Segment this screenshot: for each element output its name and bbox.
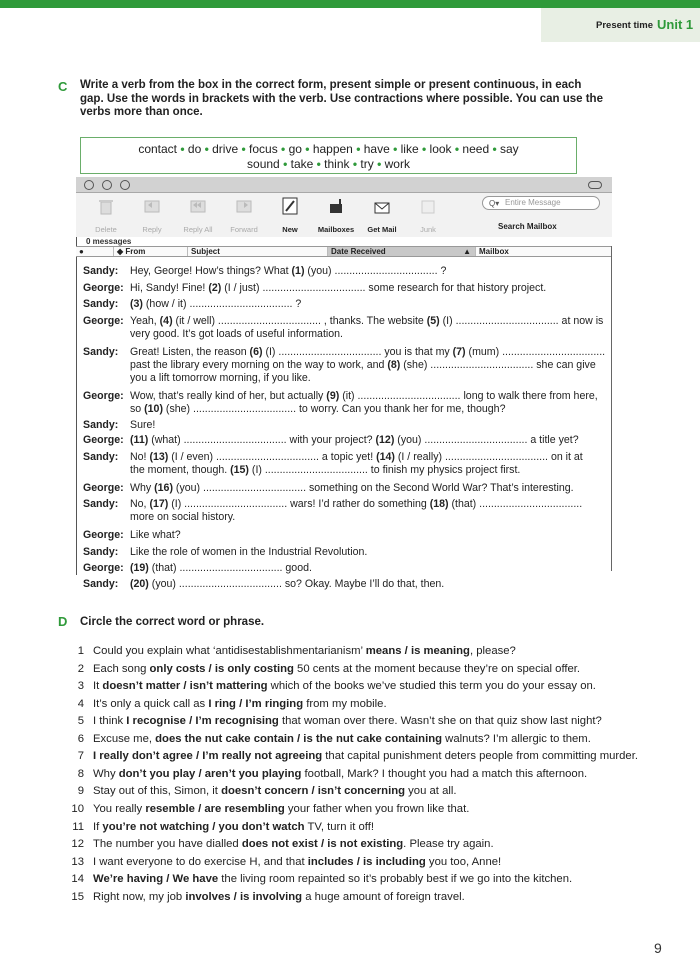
- item-number: 9: [77, 785, 84, 798]
- bullet-separator: •: [418, 142, 430, 156]
- exercise-c-instruction: [80, 79, 640, 120]
- answer-choice[interactable]: doesn’t matter / isn’t mattering: [102, 680, 268, 693]
- answer-choice[interactable]: you’re not watching / you don’t watch: [102, 820, 305, 833]
- word-box-verb: do: [187, 142, 202, 156]
- word-box-verb: go: [288, 142, 302, 156]
- answer-choice[interactable]: I ring / I’m ringing: [208, 697, 304, 710]
- delete-button[interactable]: [84, 196, 128, 236]
- item-text: I think I recognise / I’m recognising that woman over there. Wasn’t she on that quiz show last night?: [93, 715, 602, 728]
- speaker-name: Sandy:: [83, 498, 119, 510]
- trash-icon: [96, 196, 116, 216]
- window-border: [611, 246, 612, 571]
- word-box-verb: contact: [138, 142, 178, 156]
- toolbar-label: Mailboxes: [317, 225, 355, 234]
- answer-choice[interactable]: only costs / is only costing: [149, 662, 294, 675]
- dialogue-text-line: past the library every morning on the way to work, and (8) (she) ................................... she can give: [130, 358, 596, 371]
- exercise-d-letter: D: [58, 614, 68, 629]
- bullet-separator: •: [177, 142, 188, 156]
- verb-word-box: [80, 137, 577, 174]
- item-text: Each song only costs / is only costing 50 cents at the moment because they’re on special offer.: [93, 662, 581, 675]
- dialogue-text-line: (11) (what) ................................... with your project? (12) (you) ................................... a title yet?: [130, 434, 579, 446]
- item-number: 6: [77, 732, 84, 745]
- answer-choice[interactable]: does not exist / is not existing: [241, 838, 404, 851]
- forward-button[interactable]: [222, 196, 266, 236]
- word-box-verb: think: [324, 157, 350, 171]
- item-number: 13: [71, 855, 84, 868]
- dialogue-text-line: Why (16) (you) ................................... something on the Second World War? That’s interesting.: [130, 482, 574, 494]
- exercise-c-letter: C: [58, 79, 68, 94]
- bullet-separator: •: [301, 142, 313, 156]
- search-icon: Q▾: [489, 199, 500, 208]
- item-text: You really resemble / are resembling your father when you frown like that.: [93, 802, 470, 815]
- close-window-button[interactable]: [84, 180, 94, 190]
- item-number: 10: [71, 802, 84, 815]
- dialogue-text-line: No! (13) (I / even) ................................... a topic yet! (14) (I / really) ................................... on it at: [130, 451, 583, 463]
- answer-choice[interactable]: I really don’t agree / I’m really not agreeing: [93, 750, 323, 763]
- answer-choice[interactable]: means / is meaning: [365, 645, 470, 657]
- bullet-separator: •: [277, 142, 289, 156]
- zoom-window-button[interactable]: [120, 180, 130, 190]
- bullet-separator: •: [373, 157, 385, 171]
- speaker-name: Sandy:: [83, 419, 119, 431]
- speaker-name: Sandy:: [83, 545, 119, 558]
- message-count: 0 messages: [86, 237, 132, 246]
- bullet-separator: •: [489, 142, 500, 156]
- speaker-name: Sandy:: [83, 451, 119, 463]
- instruction-line: Write a verb from the box in the correct form, present simple or present continuous, in each: [80, 79, 582, 91]
- bullet-separator: •: [279, 157, 291, 171]
- speaker-name: George:: [83, 529, 124, 541]
- bullet-separator: •: [349, 157, 361, 171]
- window-titlebar: [76, 177, 612, 193]
- unread-column-header[interactable]: ●: [76, 247, 114, 256]
- reply-all-icon: [188, 196, 208, 216]
- speaker-name: George:: [83, 315, 124, 327]
- answer-choice[interactable]: don’t you play / aren’t you playing: [118, 767, 302, 780]
- item-number: 2: [77, 662, 84, 675]
- running-header: [541, 8, 700, 42]
- item-text: I want everyone to do exercise H, and that includes / is including you too, Anne!: [93, 855, 502, 868]
- column-label: From: [125, 247, 146, 256]
- mailbox-search-input[interactable]: [482, 196, 600, 210]
- dialogue-text-line: (20) (you) ................................... so? Okay. Maybe I’ll do that, then.: [130, 578, 445, 590]
- dialogue-text-line: so (10) (she) ................................... to worry. Can you thank her for me, though?: [130, 402, 506, 415]
- envelope-icon: [372, 196, 392, 216]
- answer-choice[interactable]: resemble / are resembling: [145, 802, 285, 815]
- dialogue-text-line: No, (17) (I) ................................... wars! I’d rather do something (18) (that) ...................................: [130, 498, 583, 510]
- speaker-name: George:: [83, 482, 124, 494]
- column-label: Subject: [191, 247, 220, 256]
- item-number: 14: [71, 873, 84, 886]
- word-box-verb: focus: [249, 142, 278, 156]
- dialogue-text-line: more on social history.: [130, 511, 236, 524]
- new-message-button[interactable]: [268, 196, 312, 236]
- item-number: 12: [71, 838, 84, 851]
- sort-ascending-icon: ▲: [463, 247, 471, 256]
- item-text: The number you have dialled does not exist / is not existing. Please try again.: [93, 838, 494, 851]
- item-text: I really don’t agree / I’m really not agreeing that capital punishment deters people from committing murder.: [93, 750, 638, 763]
- answer-choice[interactable]: doesn’t concern / isn’t concerning: [221, 785, 406, 798]
- word-box-verb: sound: [247, 157, 280, 171]
- bullet-separator: •: [389, 142, 401, 156]
- answer-choice[interactable]: includes / is including: [307, 855, 426, 868]
- from-column-header[interactable]: [114, 247, 188, 256]
- item-text: Could you explain what ‘antidisestablishmentarianism’ means / is meaning, please?: [93, 645, 516, 657]
- forward-icon: [234, 196, 254, 216]
- bullet-separator: •: [313, 157, 325, 171]
- reply-button[interactable]: [130, 196, 174, 236]
- subject-column-header[interactable]: [188, 247, 328, 256]
- search-placeholder: Entire Message: [505, 198, 561, 207]
- column-label: Date Received: [331, 247, 386, 256]
- dialogue-text-line: very good. It’s got loads of useful information.: [130, 328, 343, 341]
- message-list-header: [76, 246, 612, 257]
- item-text: Right now, my job involves / is involving a huge amount of foreign travel.: [93, 890, 465, 903]
- toolbar-label: Reply All: [183, 225, 213, 234]
- speaker-name: Sandy:: [83, 265, 119, 277]
- item-number: 11: [72, 820, 84, 833]
- dialogue-text-line: you a lift tomorrow morning, if you like.: [130, 372, 311, 385]
- page-number: 9: [654, 940, 662, 956]
- toolbar-label: New: [282, 225, 298, 234]
- get-mail-button[interactable]: [360, 196, 404, 236]
- reply-icon: [142, 196, 162, 216]
- word-box-verb: like: [400, 142, 419, 156]
- answer-choice[interactable]: I recognise / I’m recognising: [126, 715, 279, 728]
- word-box-verb: have: [363, 142, 390, 156]
- toolbar-label: Delete: [95, 225, 117, 234]
- dialogue-text-line: (19) (that) ................................... good.: [130, 562, 312, 574]
- toolbar-label: Forward: [230, 225, 258, 234]
- mailbox-column-header[interactable]: [476, 247, 546, 256]
- word-box-line: [81, 157, 576, 171]
- search-label: Search Mailbox: [498, 222, 557, 231]
- item-text: If you’re not watching / you don’t watch TV, turn it off!: [93, 820, 375, 833]
- bullet-separator: •: [451, 142, 463, 156]
- dialogue-text-line: Wow, that’s really kind of her, but actually (9) (it) ................................... long to walk there from here,: [130, 389, 598, 402]
- item-number: 15: [71, 890, 84, 903]
- dialogue-text-line: Great! Listen, the reason (6) (I) ................................... you is that my (7) (mum) ...................................: [130, 345, 606, 358]
- answer-choice[interactable]: We’re having / We have: [93, 873, 219, 886]
- top-accent-bar: [0, 0, 700, 8]
- speaker-name: George:: [83, 281, 124, 294]
- dialogue-text-line: Yeah, (4) (it / well) ................................... , thanks. The website (5) (I) ................................... at now is: [130, 315, 604, 327]
- mail-toolbar: [76, 193, 612, 237]
- item-number: 5: [77, 715, 84, 728]
- bullet-separator: •: [201, 142, 213, 156]
- unit-label: Unit 1: [657, 17, 694, 32]
- dialogue-text-line: the moment, though. (15) (I) ................................... to finish my physics project first.: [130, 464, 521, 477]
- word-box-verb: take: [290, 157, 314, 171]
- item-number: 7: [77, 750, 84, 763]
- reply-all-button[interactable]: [176, 196, 220, 236]
- item-text: Stay out of this, Simon, it doesn’t concern / isn’t concerning you at all.: [93, 785, 457, 798]
- item-text: We’re having / We have the living room repainted so it’s probably best if we go into the kitchen.: [93, 873, 573, 886]
- word-box-line: [81, 142, 576, 156]
- word-box-verb: look: [429, 142, 452, 156]
- item-text: It doesn’t matter / isn’t mattering which of the books we’ve studied this term you do your essay on.: [93, 680, 596, 693]
- word-box-verb: happen: [312, 142, 353, 156]
- item-number: 3: [77, 680, 84, 693]
- mailboxes-button[interactable]: [314, 196, 358, 236]
- speaker-name: Sandy:: [83, 345, 119, 358]
- word-box-verb: need: [462, 142, 490, 156]
- compose-icon: [280, 196, 300, 216]
- word-box-verb: try: [360, 157, 374, 171]
- toolbar-label: Get Mail: [367, 225, 397, 234]
- speaker-name: George:: [83, 389, 124, 402]
- dialogue-text-line: Hi, Sandy! Fine! (2) (I / just) ................................... some research for that history project.: [130, 281, 547, 294]
- mailbox-icon: [326, 196, 346, 216]
- junk-button[interactable]: [406, 196, 450, 236]
- speaker-name: George:: [83, 434, 124, 446]
- instruction-line: gap. Use the words in brackets with the verb. Use contractions where possible. You can use the: [80, 92, 603, 105]
- item-number: 8: [77, 767, 84, 780]
- junk-icon: [418, 196, 438, 216]
- instruction-line: verbs more than once.: [80, 106, 203, 118]
- section-title: Present time: [596, 20, 654, 31]
- exercise-d-instruction: Circle the correct word or phrase.: [80, 616, 265, 628]
- speaker-name: Sandy:: [83, 578, 119, 590]
- item-text: Why don’t you play / aren’t you playing football, Mark? I thought you had a match this afternoon.: [93, 767, 588, 780]
- toolbar-label: Reply: [142, 225, 162, 234]
- minimize-window-button[interactable]: [102, 180, 112, 190]
- date-received-column-header[interactable]: [328, 247, 476, 256]
- item-number: 4: [77, 697, 84, 710]
- answer-choice[interactable]: involves / is involving: [185, 890, 303, 903]
- word-box-verb: drive: [212, 142, 239, 156]
- dialogue-text-line: Like what?: [130, 529, 181, 541]
- item-text: It’s only a quick call as I ring / I’m ringing from my mobile.: [93, 697, 387, 710]
- item-text: Excuse me, does the nut cake contain / is the nut cake containing walnuts? I’m allergic to them.: [93, 732, 591, 745]
- word-box-verb: say: [500, 142, 519, 156]
- dialogue-text-line: Like the role of women in the Industrial Revolution.: [130, 545, 368, 558]
- bullet-separator: •: [352, 142, 364, 156]
- dialogue-text-line: (3) (how / it) ................................... ?: [130, 298, 302, 310]
- sort-arrow-icon: ◆: [117, 247, 126, 256]
- toolbar-toggle-button[interactable]: [588, 181, 602, 189]
- dialogue-text-line: Hey, George! How’s things? What (1) (you) ................................... ?: [130, 265, 447, 277]
- answer-choice[interactable]: does the nut cake contain / is the nut cake containing: [155, 732, 443, 745]
- speaker-name: Sandy:: [83, 298, 119, 310]
- word-box-verb: work: [384, 157, 410, 171]
- dialogue-text-line: Sure!: [130, 419, 156, 431]
- bullet-separator: •: [238, 142, 250, 156]
- column-label: Mailbox: [479, 247, 509, 256]
- speaker-name: George:: [83, 562, 124, 574]
- toolbar-label: Junk: [420, 225, 436, 234]
- item-number: 1: [77, 645, 84, 657]
